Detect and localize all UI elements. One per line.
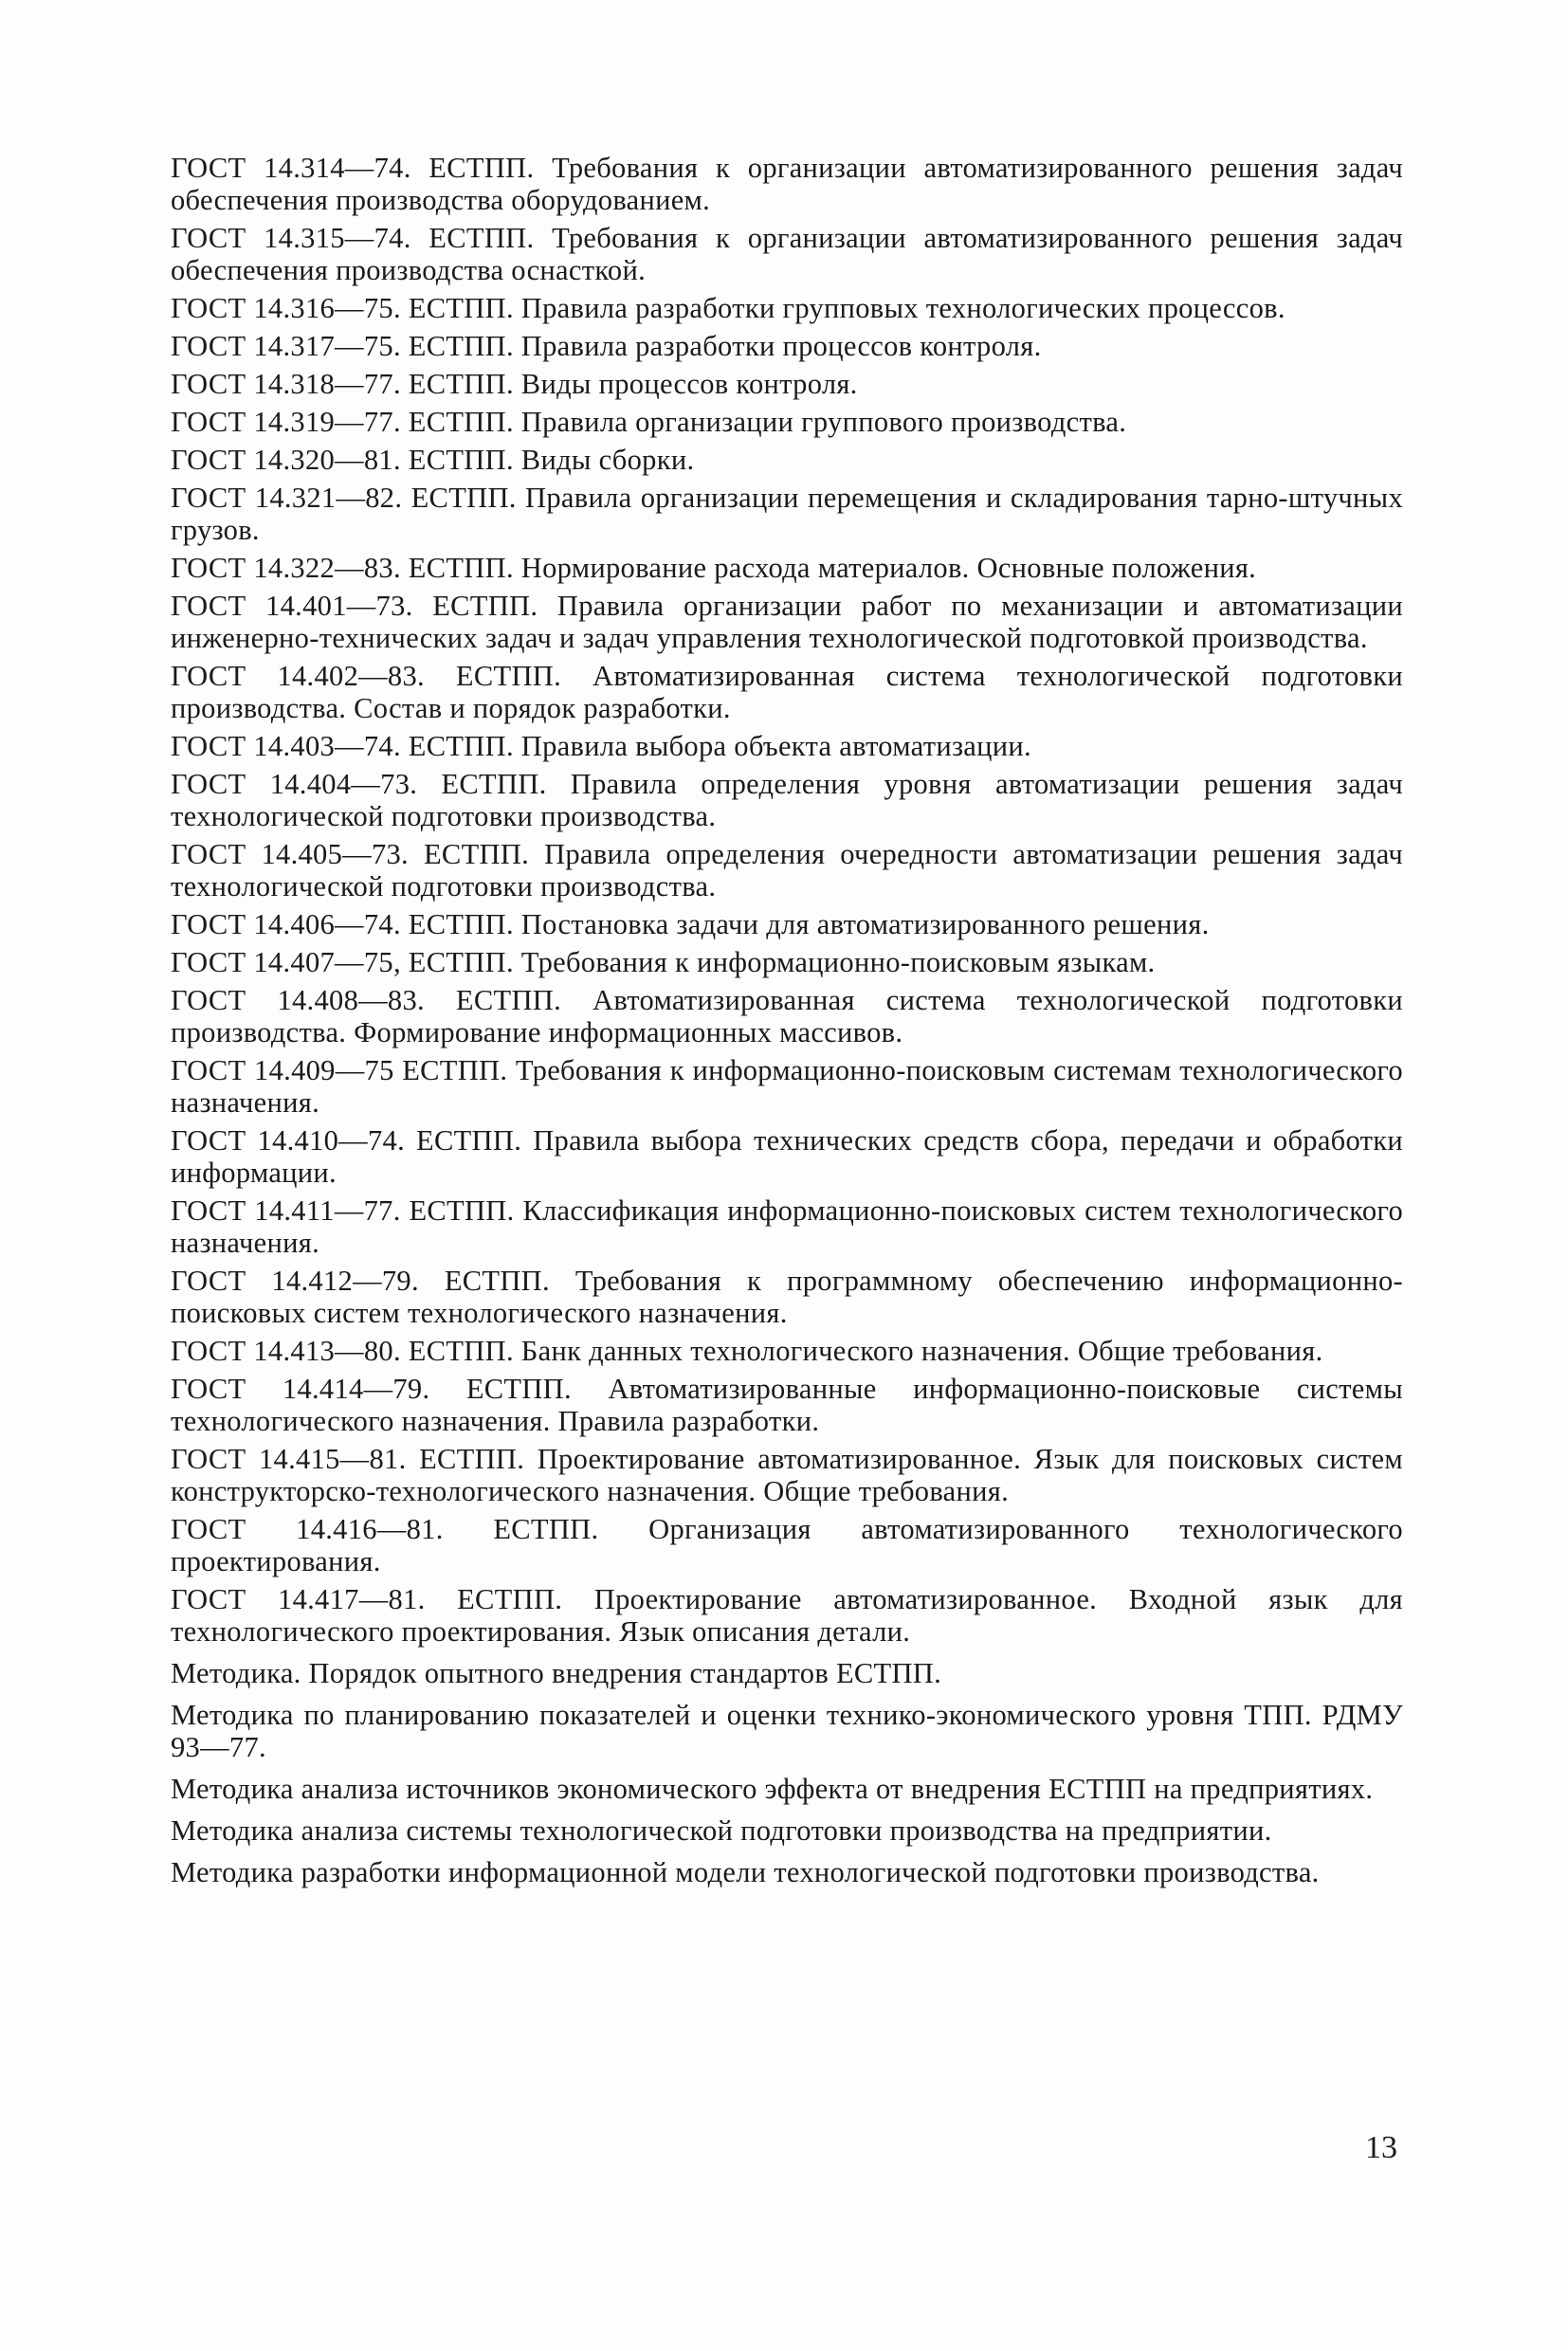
standard-entry: ГОСТ 14.404—73. ЕСТПП. Правила определения уровня автоматизации решения задач технологической подготовки производства.	[171, 768, 1403, 832]
standard-entry: ГОСТ 14.411—77. ЕСТПП. Классификация информационно-поисковых систем технологического назначения.	[171, 1194, 1403, 1259]
standard-entry: ГОСТ 14.314—74. ЕСТПП. Требования к организации автоматизированного решения задач обеспечения производства оборудованием.	[171, 152, 1403, 216]
standard-entry: ГОСТ 14.413—80. ЕСТПП. Банк данных технологического назначения. Общие требования.	[171, 1335, 1323, 1367]
method-entry: Методика анализа системы технологической подготовки производства на предприятии.	[171, 1814, 1272, 1847]
standard-entry: ГОСТ 14.417—81. ЕСТПП. Проектирование автоматизированное. Входной язык для технологического проектирования. Язык описания детали.	[171, 1583, 1403, 1648]
standard-entry: ГОСТ 14.416—81. ЕСТПП. Организация автоматизированного технологического проектирования.	[171, 1513, 1403, 1577]
standard-entry: ГОСТ 14.403—74. ЕСТПП. Правила выбора объекта автоматизации.	[171, 730, 1031, 762]
standard-entry: ГОСТ 14.415—81. ЕСТПП. Проектирование автоматизированное. Язык для поисковых систем конструкторско-технологического назначения. Общие требования.	[171, 1443, 1403, 1507]
standard-entry: ГОСТ 14.414—79. ЕСТПП. Автоматизированные информационно-поисковые системы технологического назначения. Правила разработки.	[171, 1373, 1403, 1437]
standard-entry: ГОСТ 14.409—75 ЕСТПП. Требования к информационно-поисковым системам технологического назначения.	[171, 1054, 1403, 1119]
standard-entry: ГОСТ 14.406—74. ЕСТПП. Постановка задачи для автоматизированного решения.	[171, 908, 1210, 940]
standard-entry: ГОСТ 14.410—74. ЕСТПП. Правила выбора технических средств сбора, передачи и обработки информации.	[171, 1124, 1403, 1189]
standards-list	[171, 152, 1403, 1894]
standard-entry: ГОСТ 14.405—73. ЕСТПП. Правила определения очередности автоматизации решения задач технологической подготовки производства.	[171, 838, 1403, 902]
page-number: 13	[1365, 2130, 1397, 2165]
standard-entry: ГОСТ 14.408—83. ЕСТПП. Автоматизированная система технологической подготовки производства. Формирование информационных массивов.	[171, 984, 1403, 1048]
standard-entry: ГОСТ 14.407—75, ЕСТПП. Требования к информационно-поисковым языкам.	[171, 946, 1156, 978]
method-entry: Методика по планированию показателей и оценки технико-экономического уровня ТПП. РДМУ 93—77.	[171, 1699, 1403, 1763]
method-entry: Методика анализа источников экономического эффекта от внедрения ЕСТПП на предприятиях.	[171, 1773, 1374, 1805]
standard-entry: ГОСТ 14.317—75. ЕСТПП. Правила разработки процессов контроля.	[171, 330, 1042, 362]
standard-entry: ГОСТ 14.322—83. ЕСТПП. Нормирование расхода материалов. Основные положения.	[171, 552, 1257, 584]
standard-entry: ГОСТ 14.320—81. ЕСТПП. Виды сборки.	[171, 444, 695, 476]
standard-entry: ГОСТ 14.315—74. ЕСТПП. Требования к организации автоматизированного решения задач обеспечения производства оснасткой.	[171, 222, 1403, 286]
standard-entry: ГОСТ 14.318—77. ЕСТПП. Виды процессов контроля.	[171, 368, 858, 400]
standard-entry: ГОСТ 14.319—77. ЕСТПП. Правила организации группового производства.	[171, 406, 1127, 438]
method-entry: Методика разработки информационной модели технологической подготовки производства.	[171, 1856, 1320, 1888]
standard-entry: ГОСТ 14.316—75. ЕСТПП. Правила разработки групповых технологических процессов.	[171, 292, 1285, 324]
standard-entry: ГОСТ 14.402—83. ЕСТПП. Автоматизированная система технологической подготовки производства. Состав и порядок разработки.	[171, 660, 1403, 724]
standard-entry: ГОСТ 14.321—82. ЕСТПП. Правила организации перемещения и складирования тарно-штучных грузов.	[171, 482, 1403, 546]
method-entry: Методика. Порядок опытного внедрения стандартов ЕСТПП.	[171, 1657, 942, 1689]
standard-entry: ГОСТ 14.401—73. ЕСТПП. Правила организации работ по механизации и автоматизации инженерно-технических задач и задач управления технологической подготовкой производства.	[171, 590, 1403, 654]
standard-entry: ГОСТ 14.412—79. ЕСТПП. Требования к программному обеспечению информационно-поисковых систем технологического назначения.	[171, 1265, 1403, 1329]
